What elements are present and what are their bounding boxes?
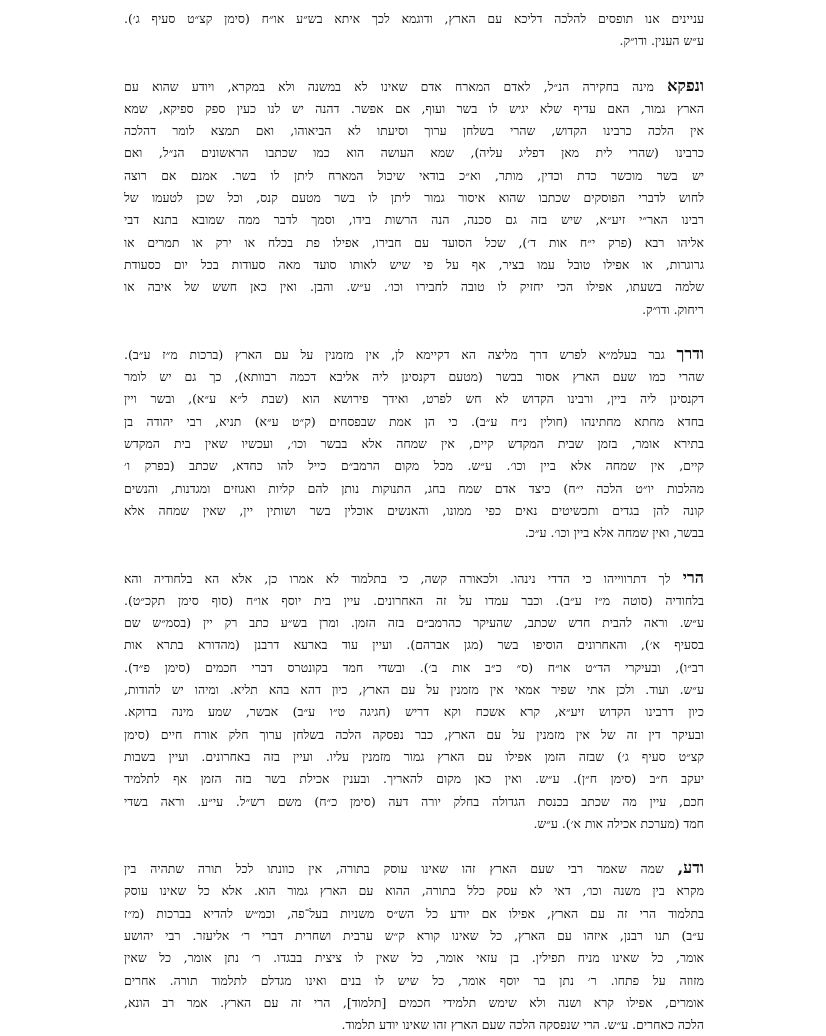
paragraph-4 — [124, 567, 704, 836]
paragraph-2 — [124, 75, 704, 321]
paragraph-lead-word: ודע, — [677, 858, 704, 878]
text-line: גרוגרות, או אפילו טובל עמו בציר, אף על פי שיש לאותו סועד מאה סעודות בכל יום כסעודת — [124, 256, 704, 272]
text-line: מהלכות יו״ט הלכה י״ח) כיצד אדם שמח בחג, התנוקות נותן להם קליות ואגוזים ומגדנות, והנשים — [124, 480, 704, 496]
paragraph-1 — [124, 8, 704, 53]
paragraph-lead-word: ודרך — [676, 343, 704, 363]
text-line: בתירא אומר, בזמן שבית המקדש קיים, אין שמחה אלא בבשר וכו׳, ועכשיו שאין בית המקדש — [124, 436, 704, 452]
text-line: שלמה בשעתו, אפילו הכי יחזיק לו טובה לחבירו וכו׳. ע״ש. והבן. ואין כאן חשש של איבה או — [124, 279, 704, 295]
paragraph-lead-word: ונפקא — [667, 75, 704, 95]
text-line: רבינו האר״י זיע״א, שיש בזה גם סכנה, הנה הרשות בידו, וסמך לדבר ממה שמובא בתנא דבי — [124, 212, 704, 228]
text-line: ע״ב) תנו רבנן, איזהו עם הארץ, כל שאינו קורא ק״ש ערבית ושחרית דברי ר׳ אליעזר. רבי יהושע — [124, 927, 704, 943]
text-line: ובעיקר דין זה של אין מזמנין על עם הארץ, כבר נפסקה הלכה בשלחן ערוך חלק אורח חיים (סימן — [124, 726, 704, 742]
paragraph-3 — [124, 343, 704, 545]
text-line: כיון דרבינו הקדוש זיע״א, קרא אשכח וקא דריש (חגיגה ט״ו ע״ב) אבשר, שמע מינה בדוקא. — [124, 704, 704, 720]
text-line: אליהו רבא (פרק י״ח אות ד׳), שכל הסועד עם חבירו, אפילו פת בכלח או ירק או תמרים או — [124, 234, 704, 250]
text-line: הלכה כאחרים. ע״ש. הרי שנפסקה הלכה שעם הארץ זהו שאינו יודע תלמוד. — [341, 1017, 704, 1033]
text-line: דקנסינן ליה ביין, ורבינו הקדוש לא חש לפרט, ואידך פירושא הוא (שבת ל״א ע״א), ובשר ויין — [124, 391, 704, 407]
text-line: קצ״ט סעיף ג׳) שבזה הזמן אפילו עם הארץ גמור מזמנין עליו. ועיין בזה באחרונים. ועיין בשבות — [124, 748, 704, 764]
text-line: מזוזה על פתחו. ר׳ נתן בר יוסף אומר, כל שיש לו בנים ואינו מגדלם לתלמוד תורה. אחרים — [124, 972, 704, 988]
text-line: אומרים, אפילו קרא ושנה ולא שימש תלמידי חכמים [תלמוד], הרי זה עם הארץ. אמר רב הונא, — [124, 994, 704, 1010]
text-line: כרבינו (שהרי לית מאן דפליג עליה), שמא העושה הוא כמו שכתבו הראשונים הנ״ל, ואם — [124, 145, 704, 161]
text-line: בסעיף א׳), והאחרונים הוסיפו בשר (מגן אברהם). ועיין עוד בארעא דרבנן (מהדורא בתרא אות — [124, 637, 704, 653]
paragraph-5 — [124, 857, 704, 1036]
text-line: עניינים אנו תופסים להלכה דליכא עם הארץ, ודוגמא לכך איתא בש״ע או״ח (סימן קצ״ט סעיף ג׳). — [124, 11, 704, 26]
text-line: ונפקא מינה בחקירה הנ״ל, לאדם המארח אדם שאינו לא במשנה ולא במקרא, ויודע שהוא עם — [124, 75, 704, 95]
text-line: ריחוק. ודו״ק. — [642, 301, 704, 317]
text-line: שהרי כמו שעם הארץ אסור בבשר (מטעם דקנסינן ליה אליבא דכמה רבוותא), כך גם יש לומר — [124, 369, 704, 385]
text-line: מקרא בין משנה וכו׳, דאי לא עסק כלל בתורה, ההוא עם הארץ גמור הוא. אלא כל שאינו עוסק — [124, 883, 704, 899]
text-line: הרי לך דתרווייהו כי הדדי נינהו. ולכאורה קשה, כי בתלמוד לא אמרו כן, אלא הא בלחודיה והא — [124, 567, 704, 587]
text-line: בחדא מחתא מחתינהו (חולין נ״ח ע״ב). כי הן אמת שבפסחים (ק״ט ע״א) תניא, רבי יהודה בן — [124, 413, 704, 429]
paragraph-lead-word: הרי — [682, 567, 704, 587]
text-line: הארץ גמור, האם עדיף שלא יגיש לו בשר ועוף, אם אפשר. דהנה יש לנו כעין ספק ספיקא, שמא — [124, 100, 704, 116]
text-line: קונה להן בגדים ותכשיטים נאים כפי ממונו, והאנשים אוכלין בשר ושותין יין, שאין שמחה אלא — [124, 502, 704, 518]
text-line: בבשר, ואין שמחה אלא ביין וכו׳. ע״כ. — [524, 525, 704, 541]
text-line: לחוש לדברי הפוסקים שכתבו שהוא איסור גמור ליתן לו בשר מטעם קנס, וכל שכן לטעמו של — [124, 190, 704, 206]
text-line: ע״ש הענין. ודו״ק. — [619, 33, 704, 49]
text-line: אומר, כל שאינו מניח תפילין. בן עזאי אומר, כל שאין לו ציצית בבגדו. ר׳ נתן אומר, כל שאין — [124, 950, 704, 966]
text-line: ע״ש. ועוד. ולכן אתי שפיר אמאי אין מזמנין על עם הארץ, כיון דהא בהא תליא. ומיהו יש להודות, — [124, 682, 704, 698]
document-page — [124, 8, 704, 1036]
text-line: יש בשר מוכשר כדת וכדין, מותר, וא״כ בודאי שיכול המארח ליתן לו בשר. אמנם אם רוצה — [124, 167, 704, 183]
text-line: חמד (מערכת אכילה אות א׳). ע״ש. — [533, 815, 704, 831]
text-line: אין הלכה כרבינו הקדוש, שהרי בשלחן ערוך וסיעתו לא הביאוהו, ואם תמצא לומר דהלכה — [124, 123, 704, 139]
text-line: רב״ו), ובעיקרי הד״ט או״ח (ס״ כ״ב אות ב׳). ובשדי חמד בקונטרס דברי חכמים (סימן פ״ד). — [124, 659, 704, 675]
text-line: בלחודיה (סוטה מ״ז ע״ב). וכבר עמדו על זה האחרונים. עיין בית יוסף או״ח (סוף סימן תקכ״ט). — [124, 592, 704, 608]
text-line: ודע, שמה שאמר רבי שעם הארץ זהו שאינו עוסק בתורה, אין כוונתו לכל תורה שתהיה בין — [124, 858, 704, 878]
text-line: ודרך גבר בעלמ״א לפרש דרך מליצה הא דקיימא לן, אין מזמנין על עם הארץ (ברכות מ״ז ע״ב). — [124, 343, 704, 363]
text-line: ע״ש. וראה להבית חדש שכתב, שהעיקר כהרמב״ם בזה הזמן. ומרן בש״ע כתב רק יין (בסמ״ש שם — [124, 615, 704, 631]
text-line: קיים, אין שמחה אלא ביין וכו׳. ע״ש. מכל מקום הרמב״ם כייל להו כחדא, שכתב (בפרק ו׳ — [124, 458, 704, 474]
text-line: יעקב ח״ב (סימן ח״ן). ע״ש. ואין כאן מקום להאריך. ובענין אכילת בשר בזה הזמן אף לתלמיד — [124, 771, 704, 787]
text-line: חכם, עיין מה שכתב בכנסת הגדולה בחלק יורה דעה (סימן כ״ח) משם רש״ל. עי״ע. וראה בשדי — [124, 793, 704, 809]
text-line: בתלמוד הרי זה עם הארץ, אפילו אם יודע כל הש״ס משניות בעל־פה, וכמ״ש להדיא בברכות (מ״ז — [124, 905, 704, 921]
